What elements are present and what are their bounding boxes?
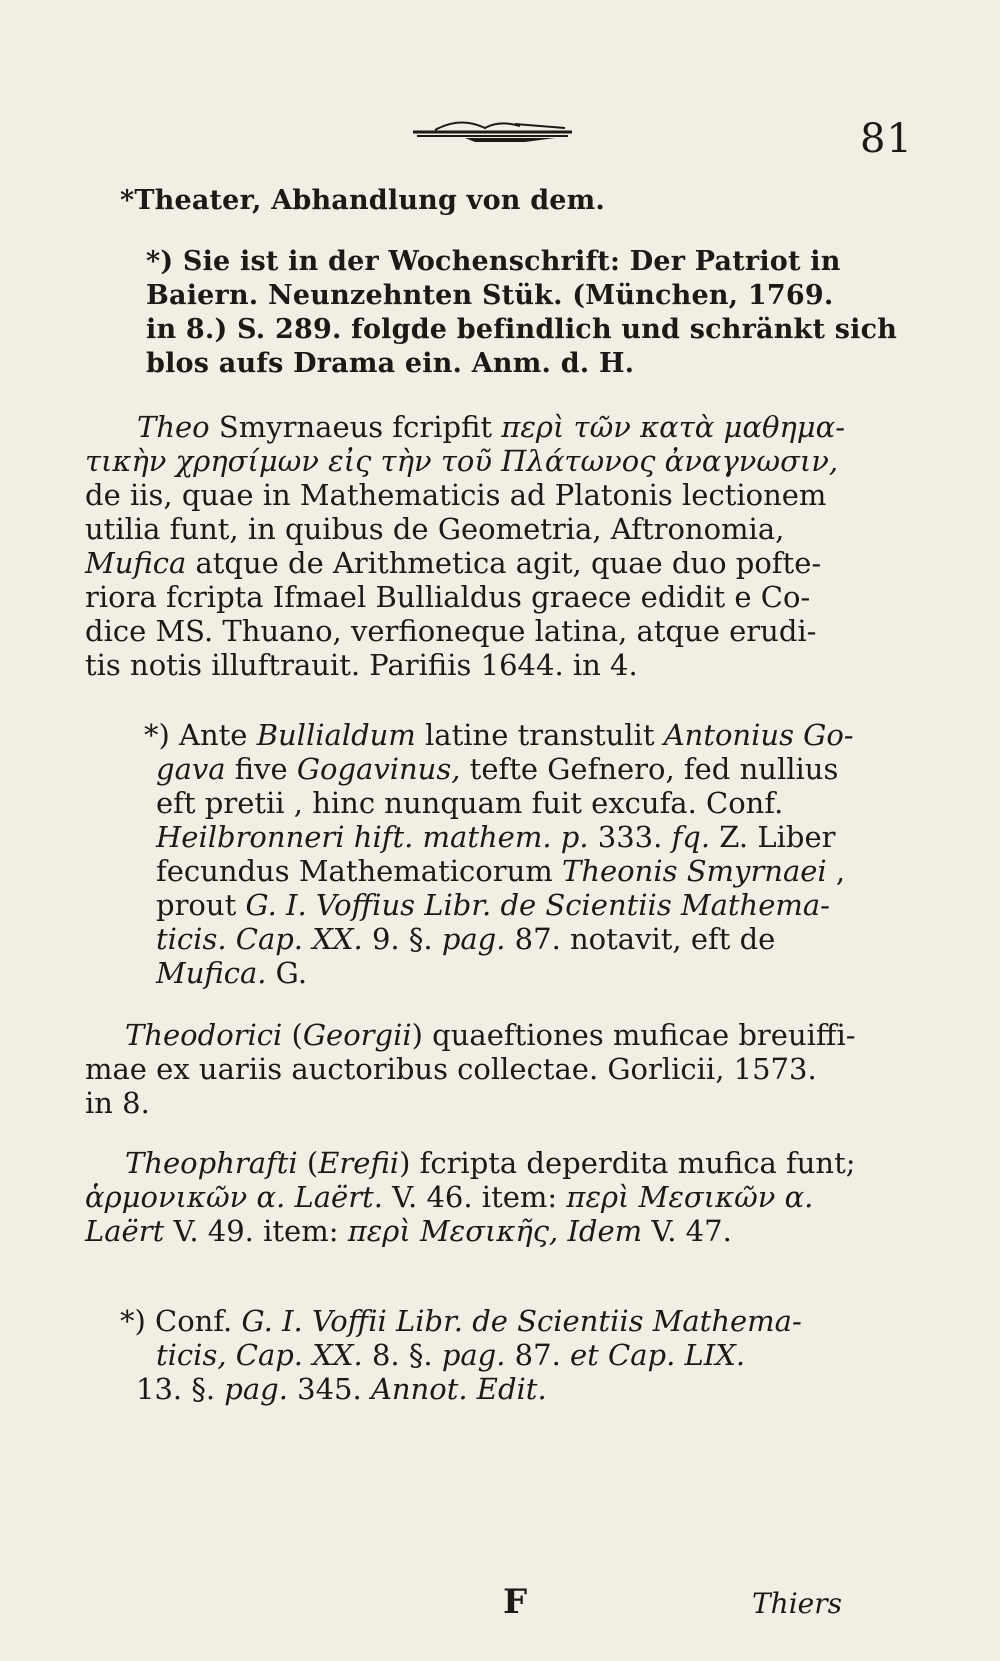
- note-line: eft pretii , hinc nunquam fuit excufa. Conf.: [156, 786, 784, 820]
- signature-mark: F: [503, 1582, 528, 1622]
- footnote-ante-bullialdum: [144, 718, 854, 990]
- entry-line: Theo Smyrnaeus fcripfit περὶ τῶν κατὰ μαθημα-: [137, 410, 846, 444]
- entry-theophrasti: [85, 1146, 856, 1248]
- note-line: prout G. I. Voffius Libr. de Scientiis Mathema-: [156, 888, 830, 922]
- entry-line: in 8.: [85, 1086, 150, 1120]
- note-line: gava five Gogavinus, tefte Gefnero, fed nullius: [156, 752, 839, 786]
- entry-theo-smyrnaeus: [85, 410, 845, 682]
- entry-line: Theodorici (Georgii) quaeftiones muficae breuiffi-: [125, 1018, 856, 1052]
- entry-line: Laërt V. 49. item: περὶ Μεσικῆς, Idem V. 47.: [85, 1214, 732, 1248]
- entry-line: utilia funt, in quibus de Geometria, Aftronomia,: [85, 512, 785, 546]
- entry-line: dice MS. Thuano, verfioneque latina, atque erudi-: [85, 614, 817, 648]
- entry-line: τικὴν χρησίμων εἰς τὴν τοῦ Πλάτωνος ἀναγνωσιν,: [85, 444, 839, 478]
- entry-line: Mufica atque de Arithmetica agit, quae duo pofte-: [85, 546, 822, 580]
- ornament-rule-icon: [405, 108, 580, 148]
- note-line: ticis, Cap. XX. 8. §. pag. 87. et Cap. LIX.: [156, 1338, 746, 1372]
- catchword: Thiers: [752, 1587, 842, 1620]
- german-footnote: [146, 245, 897, 381]
- german-note-line-4: blos aufs Drama ein. Anm. d. H.: [146, 348, 635, 379]
- note-line: Mufica. G.: [156, 956, 308, 990]
- page-number: 81: [860, 116, 913, 162]
- entry-theodorici: [85, 1018, 856, 1120]
- entry-line: de iis, quae in Mathematicis ad Platonis lectionem: [85, 478, 827, 512]
- note-line: *) Ante Bullialdum latine transtulit Antonius Go-: [144, 718, 854, 752]
- note-line: *) Conf. G. I. Voffii Libr. de Scientiis Mathema-: [120, 1304, 802, 1338]
- note-line: Heilbronneri hift. mathem. p. 333. fq. Z. Liber: [156, 820, 836, 854]
- note-line: 13. §. pag. 345. Annot. Edit.: [136, 1372, 547, 1406]
- note-line: fecundus Mathematicorum Theonis Smyrnaei ,: [156, 854, 846, 888]
- entry-line: Theophrafti (Erefii) fcripta deperdita mufica funt;: [125, 1146, 856, 1180]
- entry-line: tis notis illuftrauit. Parifiis 1644. in 4.: [85, 648, 638, 682]
- note-line: ticis. Cap. XX. 9. §. pag. 87. notavit, eft de: [156, 922, 776, 956]
- entry-line: ἁρμονικῶν α. Laërt. V. 46. item: περὶ Μεσικῶν α.: [85, 1180, 814, 1214]
- entry-line: mae ex uariis auctoribus collectae. Gorlicii, 1573.: [85, 1052, 817, 1086]
- footnote-conf-vossii: [120, 1304, 802, 1406]
- german-note-line-3: in 8.) S. 289. folgde befindlich und schränkt sich: [146, 314, 898, 345]
- german-note-line-2: Baiern. Neunzehnten Stük. (München, 1769.: [146, 280, 834, 311]
- german-note-line-1: *) Sie ist in der Wochenschrift: Der Patriot in: [146, 246, 841, 277]
- header-note: [120, 184, 605, 218]
- entry-line: riora fcripta Ifmael Bullialdus graece edidit e Co-: [85, 580, 811, 614]
- header-note-line: *Theater, Abhandlung von dem.: [120, 185, 606, 216]
